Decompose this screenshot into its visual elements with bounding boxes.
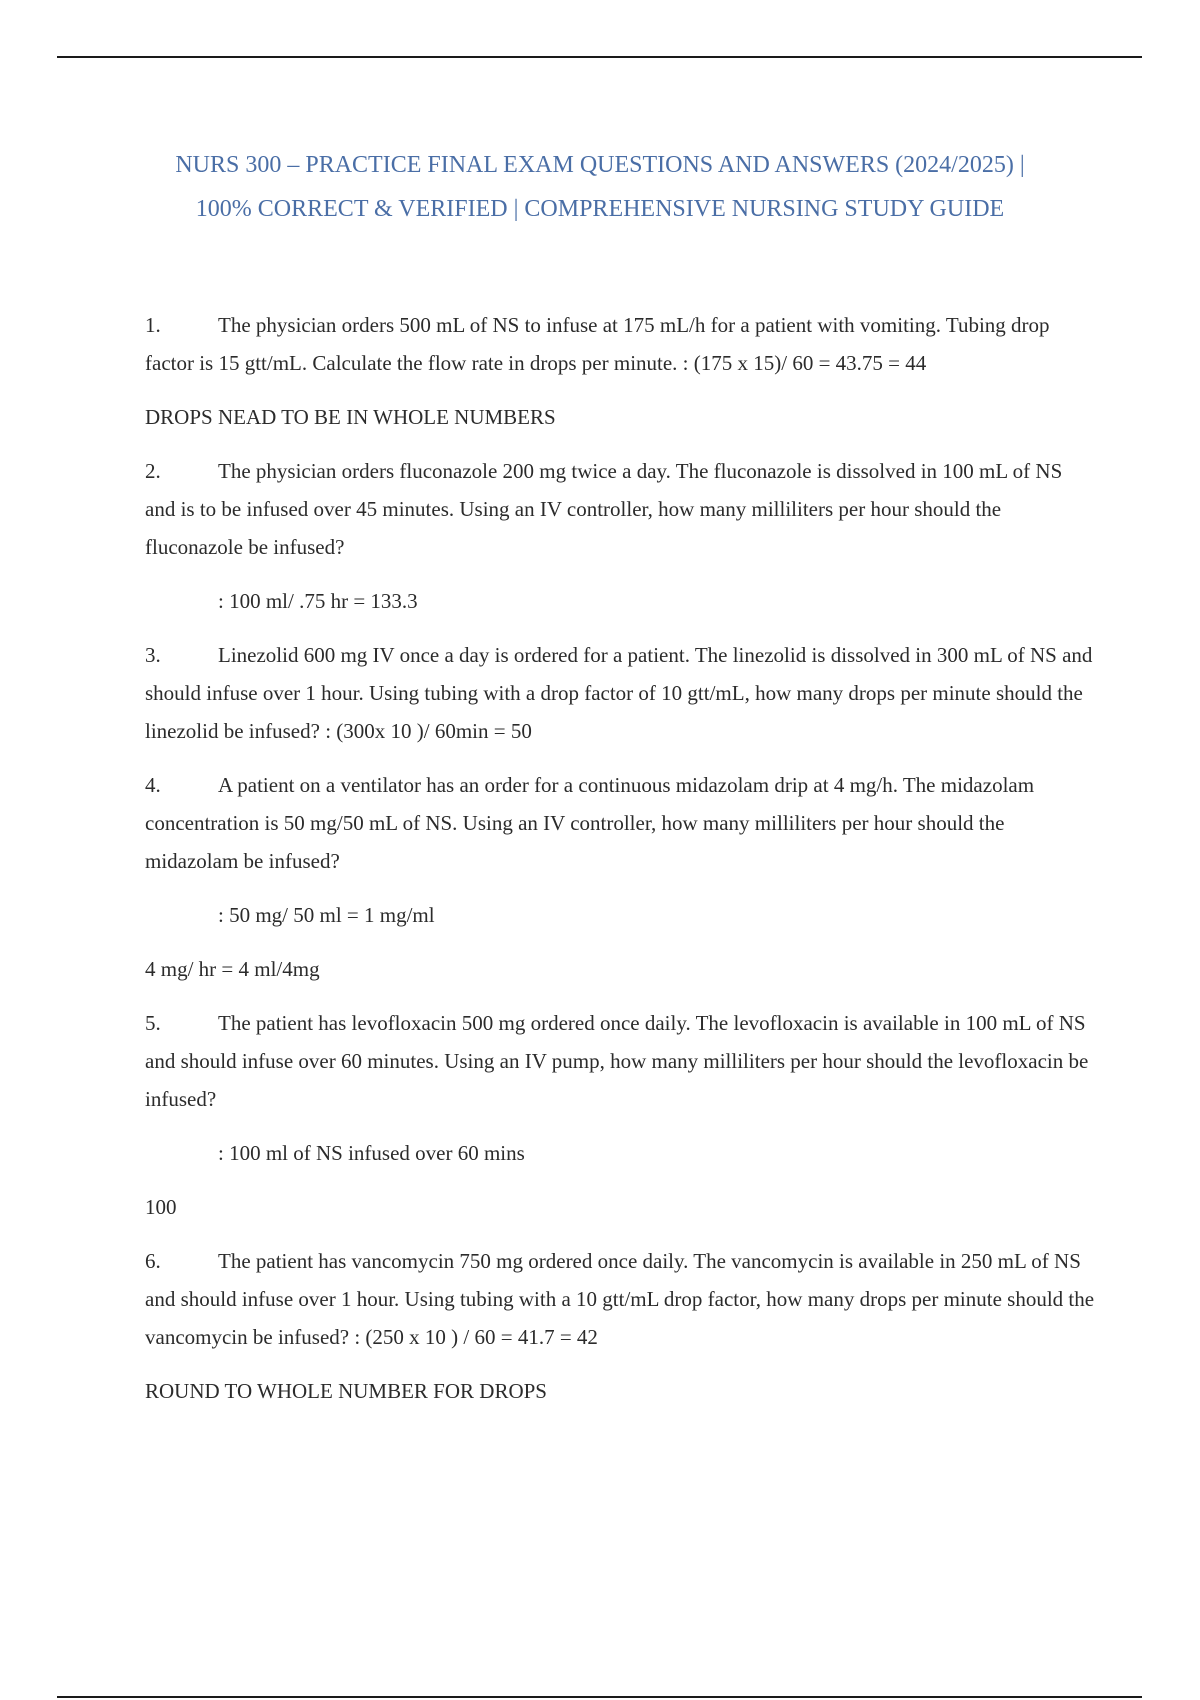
answer: : 100 ml/ .75 hr = 133.3 <box>218 589 418 613</box>
title-line-2: 100% CORRECT & VERIFIED | COMPREHENSIVE NURSING STUDY GUIDE <box>195 196 1005 222</box>
question-text: The physician orders fluconazole 200 mg twice a day. The fluconazole is dissolved in 100 mL of NS and is to be infused over 45 minutes. Using an IV controller, how many milliliters per hour should the fluconazole be infused? <box>145 459 1063 559</box>
note: DROPS NEAD TO BE IN WHOLE NUMBERS <box>145 405 556 429</box>
document-title <box>120 143 1080 231</box>
question-5 <box>145 1004 1095 1118</box>
note: 4 mg/ hr = 4 ml/4mg <box>145 957 320 981</box>
question-number: 3. <box>145 643 161 667</box>
question-number: 5. <box>145 1011 161 1035</box>
question-text: The patient has vancomycin 750 mg ordered once daily. The vancomycin is available in 250 mL of NS and should infuse over 1 hour. Using tubing with a 10 gtt/mL drop factor, how many drops per minute should the vancomycin be infused? : (250 x 10 ) / 60 = 41.7 = 42 <box>145 1249 1095 1349</box>
question-number: 1. <box>145 313 161 337</box>
answer: : 50 mg/ 50 ml = 1 mg/ml <box>218 903 435 927</box>
question-text: The patient has levofloxacin 500 mg ordered once daily. The levofloxacin is available in 100 mL of NS and should infuse over 60 minutes. Using an IV pump, how many milliliters per hour should the levofloxacin be infused? <box>145 1011 1089 1111</box>
bottom-rule <box>57 1696 1142 1698</box>
question-2 <box>145 452 1095 566</box>
question-3 <box>145 636 1095 750</box>
question-text: Linezolid 600 mg IV once a day is ordered for a patient. The linezolid is dissolved in 300 mL of NS and should infuse over 1 hour. Using tubing with a drop factor of 10 gtt/mL, how many drops per minute should the linezolid be infused? : (300x 10 )/ 60min = 50 <box>145 643 1093 743</box>
question-1 <box>145 306 1095 382</box>
note: 100 <box>145 1195 177 1219</box>
question-text: A patient on a ventilator has an order for a continuous midazolam drip at 4 mg/h. The midazolam concentration is 50 mg/50 mL of NS. Using an IV controller, how many milliliters per hour should the midazolam be infused? <box>145 773 1035 873</box>
note: ROUND TO WHOLE NUMBER FOR DROPS <box>145 1379 547 1403</box>
top-rule <box>57 56 1142 58</box>
question-6 <box>145 1242 1095 1356</box>
question-text: The physician orders 500 mL of NS to infuse at 175 mL/h for a patient with vomiting. Tubing drop factor is 15 gtt/mL. Calculate the flow rate in drops per minute. : (175 x 15)/ 60 = 43.75 = 44 <box>145 313 1050 375</box>
question-4 <box>145 766 1095 880</box>
title-line-1: NURS 300 – PRACTICE FINAL EXAM QUESTIONS AND ANSWERS (2024/2025) | <box>175 152 1025 178</box>
question-number: 6. <box>145 1249 161 1273</box>
answer: : 100 ml of NS infused over 60 mins <box>218 1141 525 1165</box>
question-number: 2. <box>145 459 161 483</box>
question-list <box>145 306 1095 1410</box>
question-number: 4. <box>145 773 161 797</box>
